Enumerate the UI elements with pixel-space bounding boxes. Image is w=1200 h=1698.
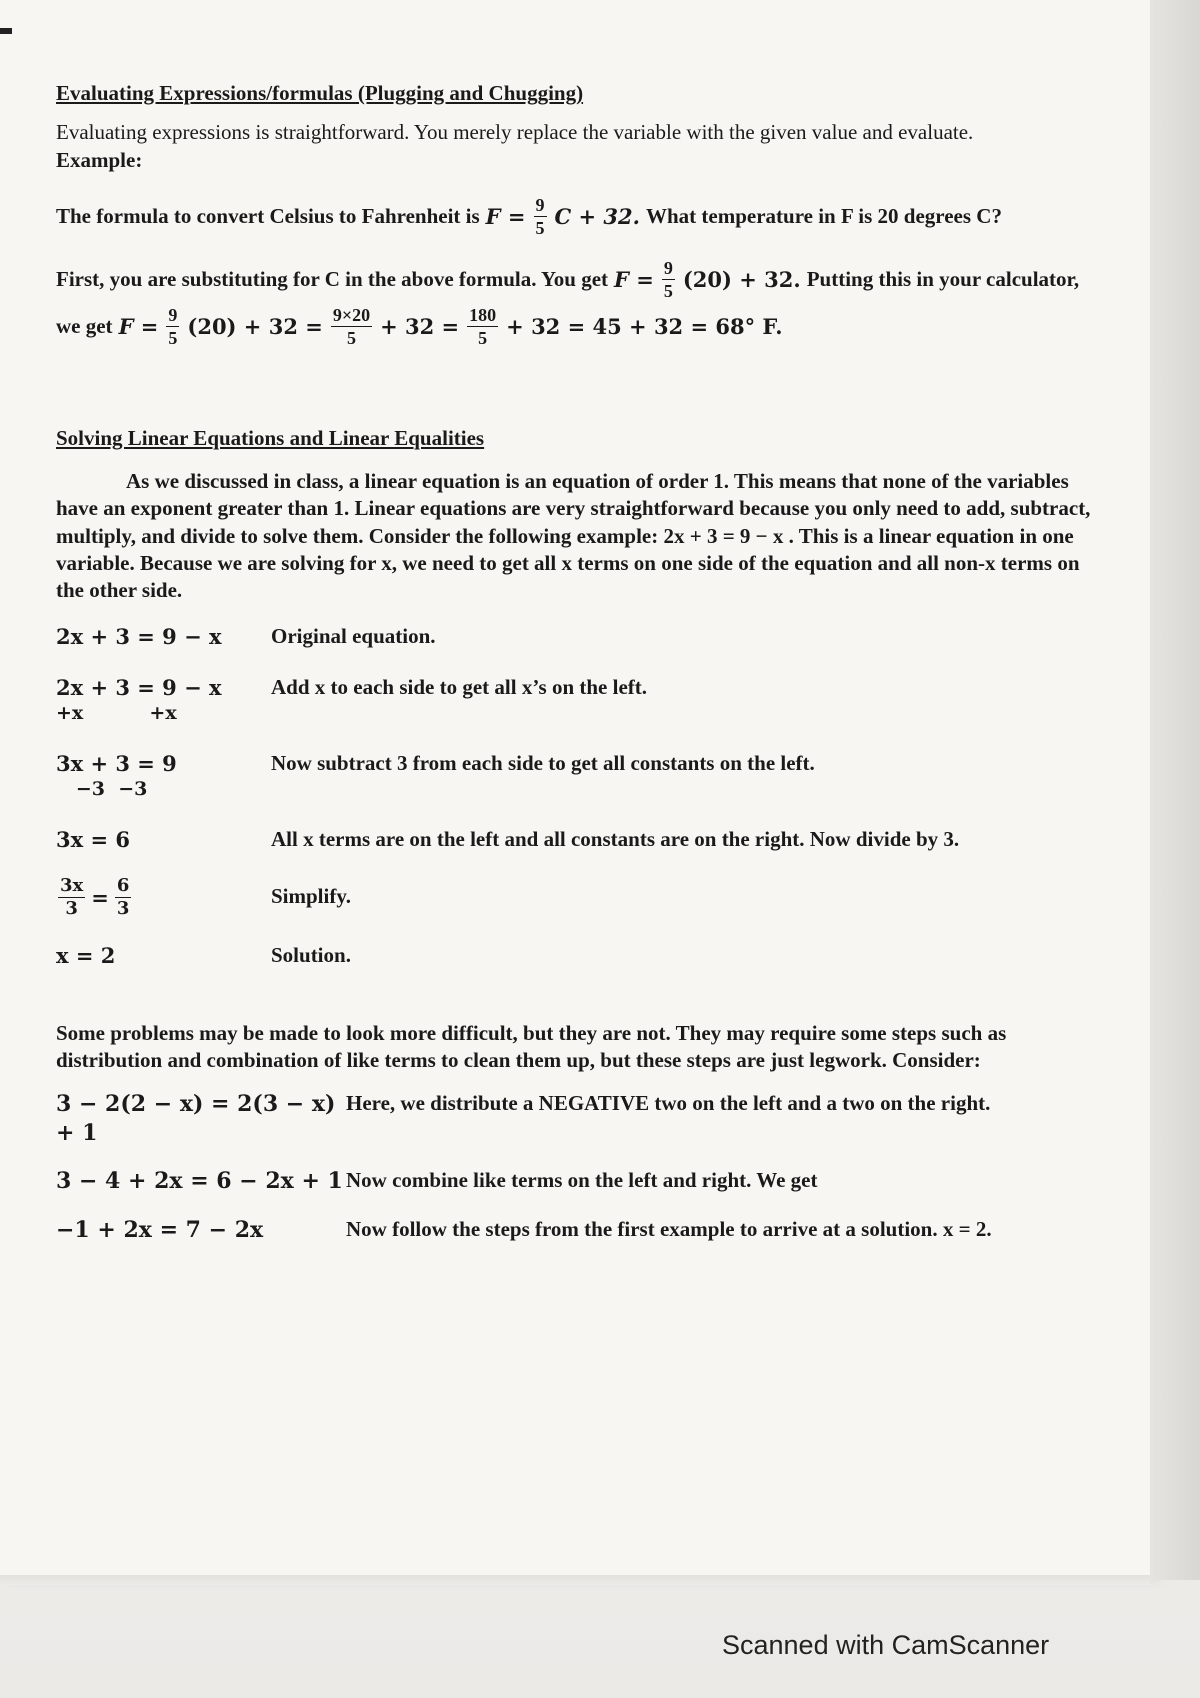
step-frac-l-den: 3 (65, 898, 78, 920)
step-frac-r-den: 3 (116, 898, 130, 920)
step-equation: x = 2 (56, 943, 116, 969)
step-note: Simplify. (271, 884, 351, 909)
step-fraction-right (115, 877, 132, 918)
result-fraction-3 (467, 306, 498, 347)
step-equation (56, 877, 271, 918)
step-equation: 2x + 3 = 9 − x (56, 623, 222, 649)
step-equation (56, 674, 271, 726)
step-row (56, 826, 1096, 853)
result-fraction-1 (166, 306, 179, 347)
result-mid-1: (20) + 32 = (187, 313, 323, 339)
substitution-frac-den: 5 (663, 280, 673, 301)
step-equation-main: 3x + 3 = 9 (56, 750, 177, 776)
section1-intro: Evaluating expressions is straightforward. You merely replace the variable with the given value and evaluate. (56, 120, 974, 145)
result-lhs: F = (118, 313, 159, 339)
step-row (56, 942, 1096, 969)
step-row (56, 1090, 1096, 1147)
step-frac-l-num: 3x (60, 875, 84, 897)
result-frac3-den: 5 (478, 327, 488, 348)
substitution-rhs: (20) + 32. (682, 266, 801, 292)
step-note: Now follow the steps from the first example to arrive at a solution. x = 2. (346, 1216, 992, 1241)
formula-question: What temperature in F is 20 degrees C? (645, 203, 1002, 228)
substitution-lhs: F = (614, 266, 654, 292)
result-frac1-den: 5 (168, 327, 178, 348)
paper-bottom-edge (0, 1575, 1150, 1585)
section3-paragraph: Some problems may be made to look more difficult, but they are not. They may require some steps such as distribution and combination of like terms to clean them up, but these steps are just legwork. Consider: (56, 1020, 1007, 1072)
step-equation: 3x = 6 (56, 826, 130, 852)
result-frac1-num: 9 (168, 304, 178, 325)
section2-paragraph: As we discussed in class, a linear equation is an equation of order 1. This means that none of the variables have an exponent greater than 1. Linear equations are very straightforward because you only need to add, subtract, multiply, and divide to solve them. Consider the following example: 2x + 3 = 9 − x . This is a linear equation in one variable. Because we are solving for x, we need to get all x terms on one side of the equation and all non-x terms on the other side. (56, 469, 1091, 603)
document-content (56, 80, 1096, 1265)
scanner-watermark: Scanned with CamScanner (722, 1630, 1050, 1660)
substitution-line (56, 259, 1096, 300)
section2-title: Solving Linear Equations and Linear Equalities (56, 425, 485, 450)
result-end: + 32 = 45 + 32 = 68° F. (506, 313, 783, 339)
step-note: Solution. (271, 943, 351, 968)
step-row (56, 674, 1096, 726)
step-frac-r-num: 6 (116, 875, 130, 897)
substitution-fraction (662, 259, 675, 300)
result-frac2-num: 9×20 (332, 304, 371, 325)
step-note: All x terms are on the left and all constants are on the right. Now divide by 3. (271, 826, 960, 851)
linear-steps (56, 623, 1096, 970)
step-row (56, 750, 1096, 802)
distribution-steps (56, 1090, 1096, 1244)
step-equation-sub: +x +x (56, 702, 177, 725)
example-label: Example: (56, 147, 143, 172)
result-mid-2: + 32 = (380, 313, 460, 339)
substitution-after: Putting this in your calculator, (806, 266, 1080, 291)
step-note: Original equation. (271, 623, 436, 648)
step-equation: −1 + 2x = 7 − 2x (56, 1216, 264, 1243)
step-note: Add x to each side to get all x’s on the left. (271, 674, 648, 699)
step-equation (56, 750, 271, 802)
result-frac2-den: 5 (346, 327, 356, 348)
step-equation-sub: −3 −3 (56, 778, 148, 801)
step-note: Here, we distribute a NEGATIVE two on the left and a two on the right. (346, 1091, 991, 1116)
step-equals: = (91, 885, 109, 911)
step-note: Now combine like terms on the left and right. We get (346, 1168, 818, 1193)
step-equation: 3 − 2(2 − x) = 2(3 − x) + 1 (56, 1091, 336, 1146)
substitution-frac-num: 9 (663, 257, 673, 278)
result-prefix: we get (56, 313, 113, 338)
step-row (56, 877, 1096, 918)
step-row (56, 623, 1096, 650)
formula-rhs: C + 32. (554, 203, 640, 229)
formula-fraction (534, 196, 547, 237)
section1-title: Evaluating Expressions/formulas (Plugging and Chugging) (56, 81, 584, 105)
step-row (56, 1167, 1096, 1196)
step-equation-main: 2x + 3 = 9 − x (56, 674, 222, 700)
result-line (56, 306, 1096, 347)
page-edge (1150, 0, 1200, 1580)
result-frac3-num: 180 (469, 304, 497, 325)
step-equation: 3 − 4 + 2x = 6 − 2x + 1 (56, 1168, 343, 1195)
corner-mark (0, 28, 12, 34)
result-fraction-2 (331, 306, 372, 347)
formula-lhs: F = (485, 203, 526, 229)
formula-frac-num: 9 (535, 194, 545, 215)
step-note: Now subtract 3 from each side to get all constants on the left. (271, 750, 815, 775)
substitution-intro: First, you are substituting for C in the above formula. You get (56, 266, 609, 291)
formula-prompt: The formula to convert Celsius to Fahrenheit is (56, 203, 480, 228)
step-row (56, 1216, 1096, 1245)
formula-frac-den: 5 (535, 217, 545, 238)
step-fraction-left (58, 877, 85, 918)
formula-line (56, 196, 1096, 237)
